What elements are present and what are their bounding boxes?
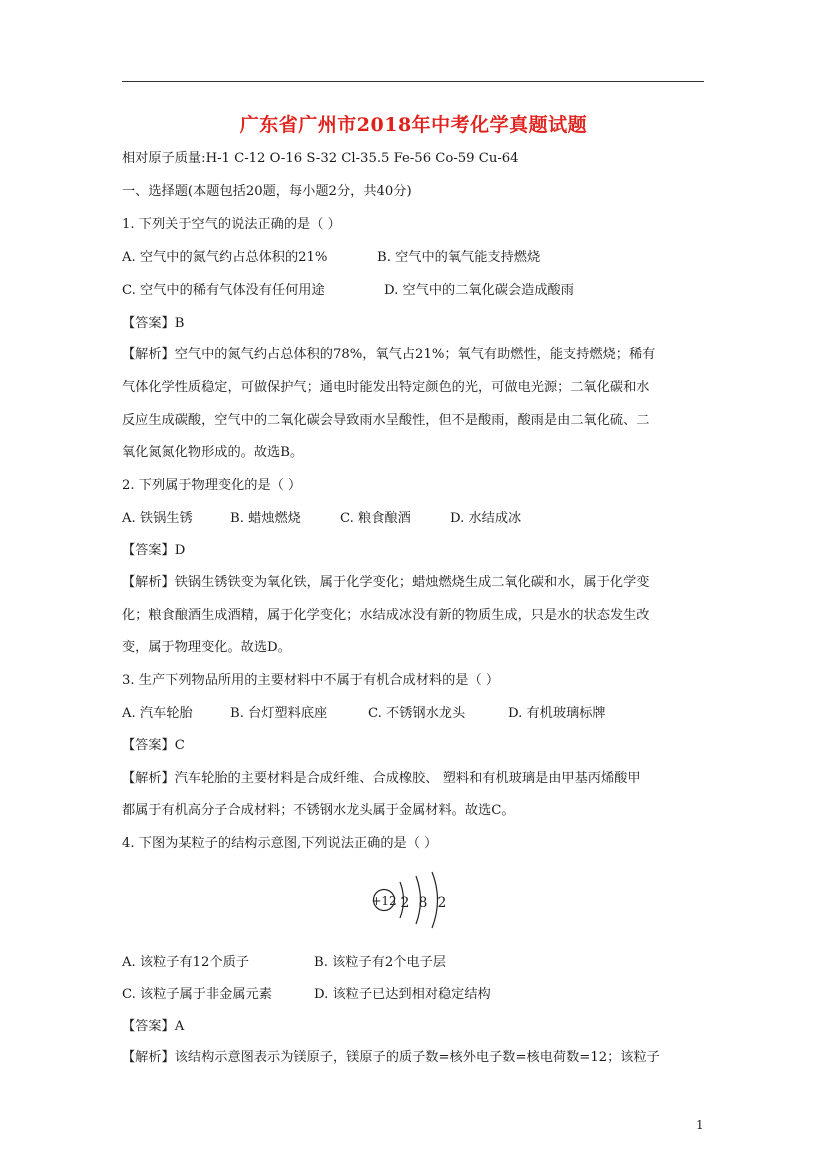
q3-explanation-line: 【解析】汽车轮胎的主要材料是合成纤维、合成橡胶、 塑料和有机玻璃是由甲基丙烯酸甲 (122, 771, 641, 786)
q2-answer: 【答案】D (122, 543, 186, 558)
shell-electron-count: 8 (418, 895, 428, 911)
q1-answer: 【答案】B (122, 316, 185, 331)
q4-stem: 4. 下图为某粒子的结构示意图,下列说法正确的是（ ） (122, 836, 438, 851)
q2-option-c: C. 粮食酿酒 (340, 511, 411, 526)
q4-options-row1 (122, 954, 712, 972)
q2-option-a: A. 铁锅生锈 (122, 511, 193, 526)
q2-option-d: D. 水结成冰 (450, 511, 522, 526)
atomic-structure-diagram (370, 868, 460, 930)
q2-option-b: B. 蜡烛燃烧 (230, 511, 301, 526)
q4-explanation-line: 【解析】该结构示意图表示为镁原子，镁原子的质子数=核外电子数=核电荷数=12；该粒子 (122, 1050, 660, 1065)
q1-option-c: C. 空气中的稀有气体没有任何用途 (122, 283, 325, 298)
atomic-mass-line: 相对原子质量:H-1 C-12 O-16 S-32 Cl-35.5 Fe-56 Co-59 Cu-64 (122, 151, 519, 166)
nucleus-charge: +12 (371, 894, 397, 908)
q1-stem: 1. 下列关于空气的说法正确的是（ ） (122, 217, 341, 232)
q1-option-a: A. 空气中的氮气约占总体积的21% (122, 250, 328, 265)
q1-option-d: D. 空气中的二氧化碳会造成酸雨 (384, 283, 574, 298)
q1-explanation-line: 氧化氮氮化物形成的。故选B。 (122, 445, 304, 460)
q2-options (122, 510, 712, 528)
q4-answer: 【答案】A (122, 1019, 185, 1034)
q1-explanation-line: 气体化学性质稳定，可做保护气；通电时能发出特定颜色的光，可做电光源；二氧化碳和水 (122, 380, 650, 395)
q2-stem: 2. 下列属于物理变化的是（ ） (122, 478, 302, 493)
q1-options-row2 (122, 282, 712, 300)
q3-option-c: C. 不锈钢水龙头 (368, 706, 466, 721)
q2-explanation-line: 【解析】铁锅生锈铁变为氧化铁，属于化学变化；蜡烛燃烧生成二氧化碳和水，属于化学变 (122, 575, 650, 590)
q1-explanation-line: 反应生成碳酸，空气中的二氧化碳会导致雨水呈酸性，但不是酸雨，酸雨是由二氧化硫、二 (122, 413, 650, 428)
q2-explanation-line: 化；粮食酿酒生成酒精，属于化学变化；水结成冰没有新的物质生成，只是水的状态发生改 (122, 608, 650, 623)
q1-options-row1 (122, 249, 712, 267)
header-rule (122, 81, 704, 82)
q3-options (122, 705, 712, 723)
shell-electron-count: 2 (437, 895, 447, 911)
section-heading: 一、选择题(本题包括20题，每小题2分，共40分) (122, 184, 412, 199)
q2-explanation-line: 变，属于物理变化。故选D。 (122, 640, 291, 655)
q4-option-b: B. 该粒子有2个电子层 (314, 955, 446, 970)
page-number: 1 (696, 1118, 704, 1132)
q4-options-row2 (122, 986, 712, 1004)
q1-option-b: B. 空气中的氧气能支持燃烧 (377, 250, 541, 265)
page-title: 广东省广州市2018年中考化学真题试题 (239, 114, 588, 136)
q3-option-a: A. 汽车轮胎 (122, 706, 193, 721)
q4-option-a: A. 该粒子有12个质子 (122, 955, 249, 970)
q3-option-b: B. 台灯塑料底座 (230, 706, 328, 721)
q3-option-d: D. 有机玻璃标牌 (508, 706, 606, 721)
q1-explanation-line: 【解析】空气中的氮气约占总体积的78%，氧气占21%；氧气有助燃性，能支持燃烧；稀有 (122, 347, 656, 362)
shell-electron-count: 2 (400, 895, 410, 911)
q3-answer: 【答案】C (122, 738, 185, 753)
q4-option-c: C. 该粒子属于非金属元素 (122, 987, 272, 1002)
q4-option-d: D. 该粒子已达到相对稳定结构 (314, 987, 491, 1002)
q3-explanation-line: 都属于有机高分子合成材料；不锈钢水龙头属于金属材料。故选C。 (122, 803, 515, 818)
q3-stem: 3. 生产下列物品所用的主要材料中不属于有机合成材料的是（ ） (122, 673, 500, 688)
